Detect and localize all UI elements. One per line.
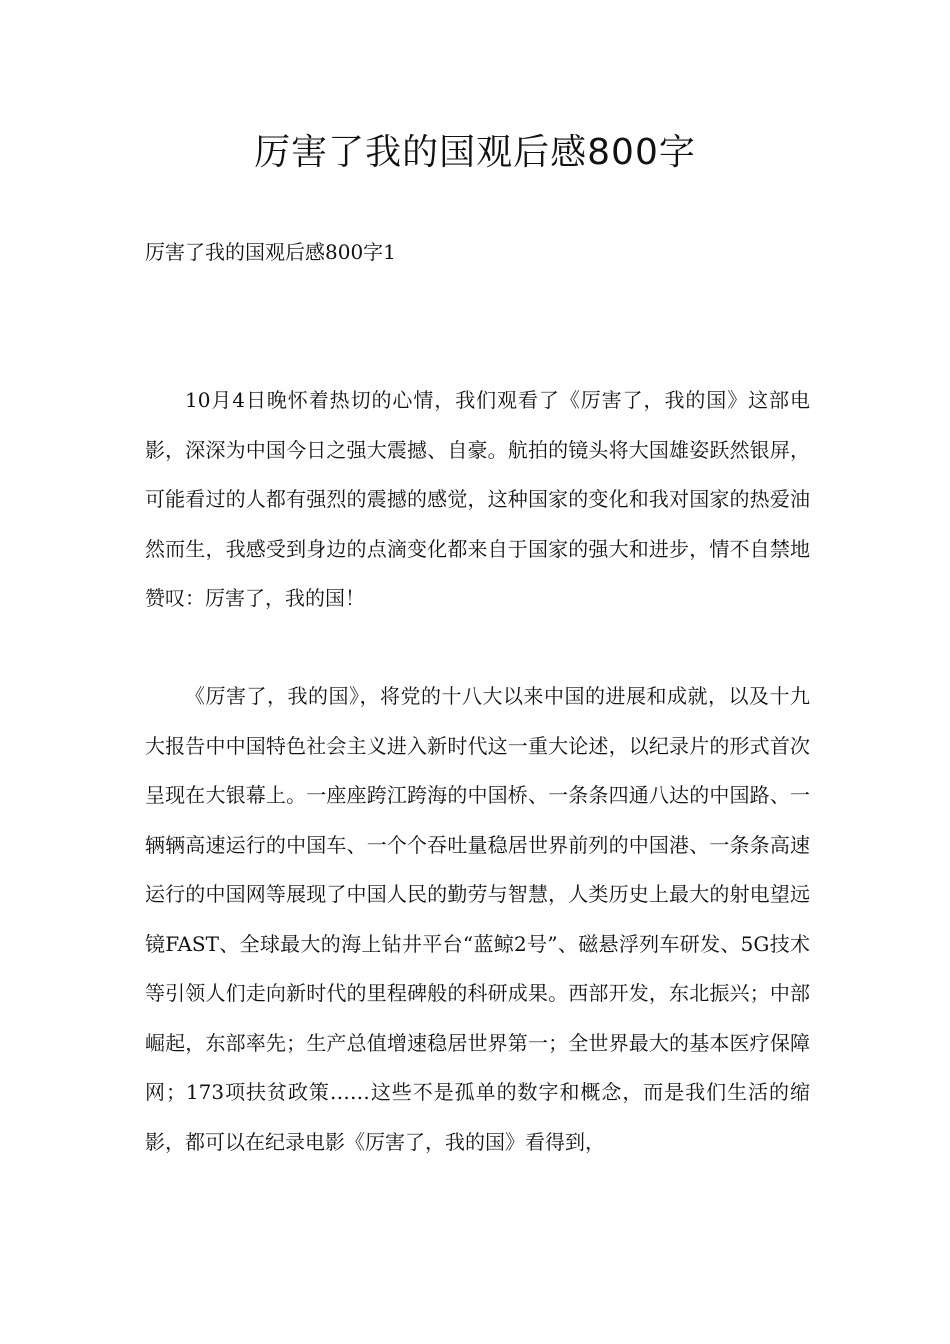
- section-heading: 厉害了我的国观后感800字1: [145, 240, 396, 264]
- paragraph-2: 《厉害了，我的国》，将党的十八大以来中国的进展和成就，以及十九大报告中中国特色社会主义进入新时代这一重大论述，以纪录片的形式首次呈现在大银幕上。一座座跨江跨海的中国桥、一条条四通八达的中国路、一辆辆高速运行的中国车、一个个吞吐量稳居世界前列的中国港、一条条高速运行的中国网等展现了中国人民的勤劳与智慧，人类历史上最大的射电望远镜FAST、全球最大的海上钻井平台“蓝鲸2号”、磁悬浮列车研发、5G技术等引领人们走向新时代的里程碑般的科研成果。西部开发，东北振兴；中部崛起，东部率先；生产总值增速稳居世界第一；全世界最大的基本医疗保障网；173项扶贫政策……这些不是孤单的数字和概念，而是我们生活的缩影，都可以在纪录电影《厉害了，我的国》看得到，: [145, 684, 810, 1154]
- document-title: 厉害了我的国观后感800字: [254, 132, 696, 173]
- paragraph-1: 10月4日晚怀着热切的心情，我们观看了《厉害了，我的国》这部电影，深深为中国今日之强大震撼、自豪。航拍的镜头将大国雄姿跃然银屏，可能看过的人都有强烈的震撼的感觉，这种国家的变化和我对国家的热爱油然而生，我感受到身边的点滴变化都来自于国家的强大和进步，情不自禁地赞叹：厉害了，我的国！: [145, 388, 810, 610]
